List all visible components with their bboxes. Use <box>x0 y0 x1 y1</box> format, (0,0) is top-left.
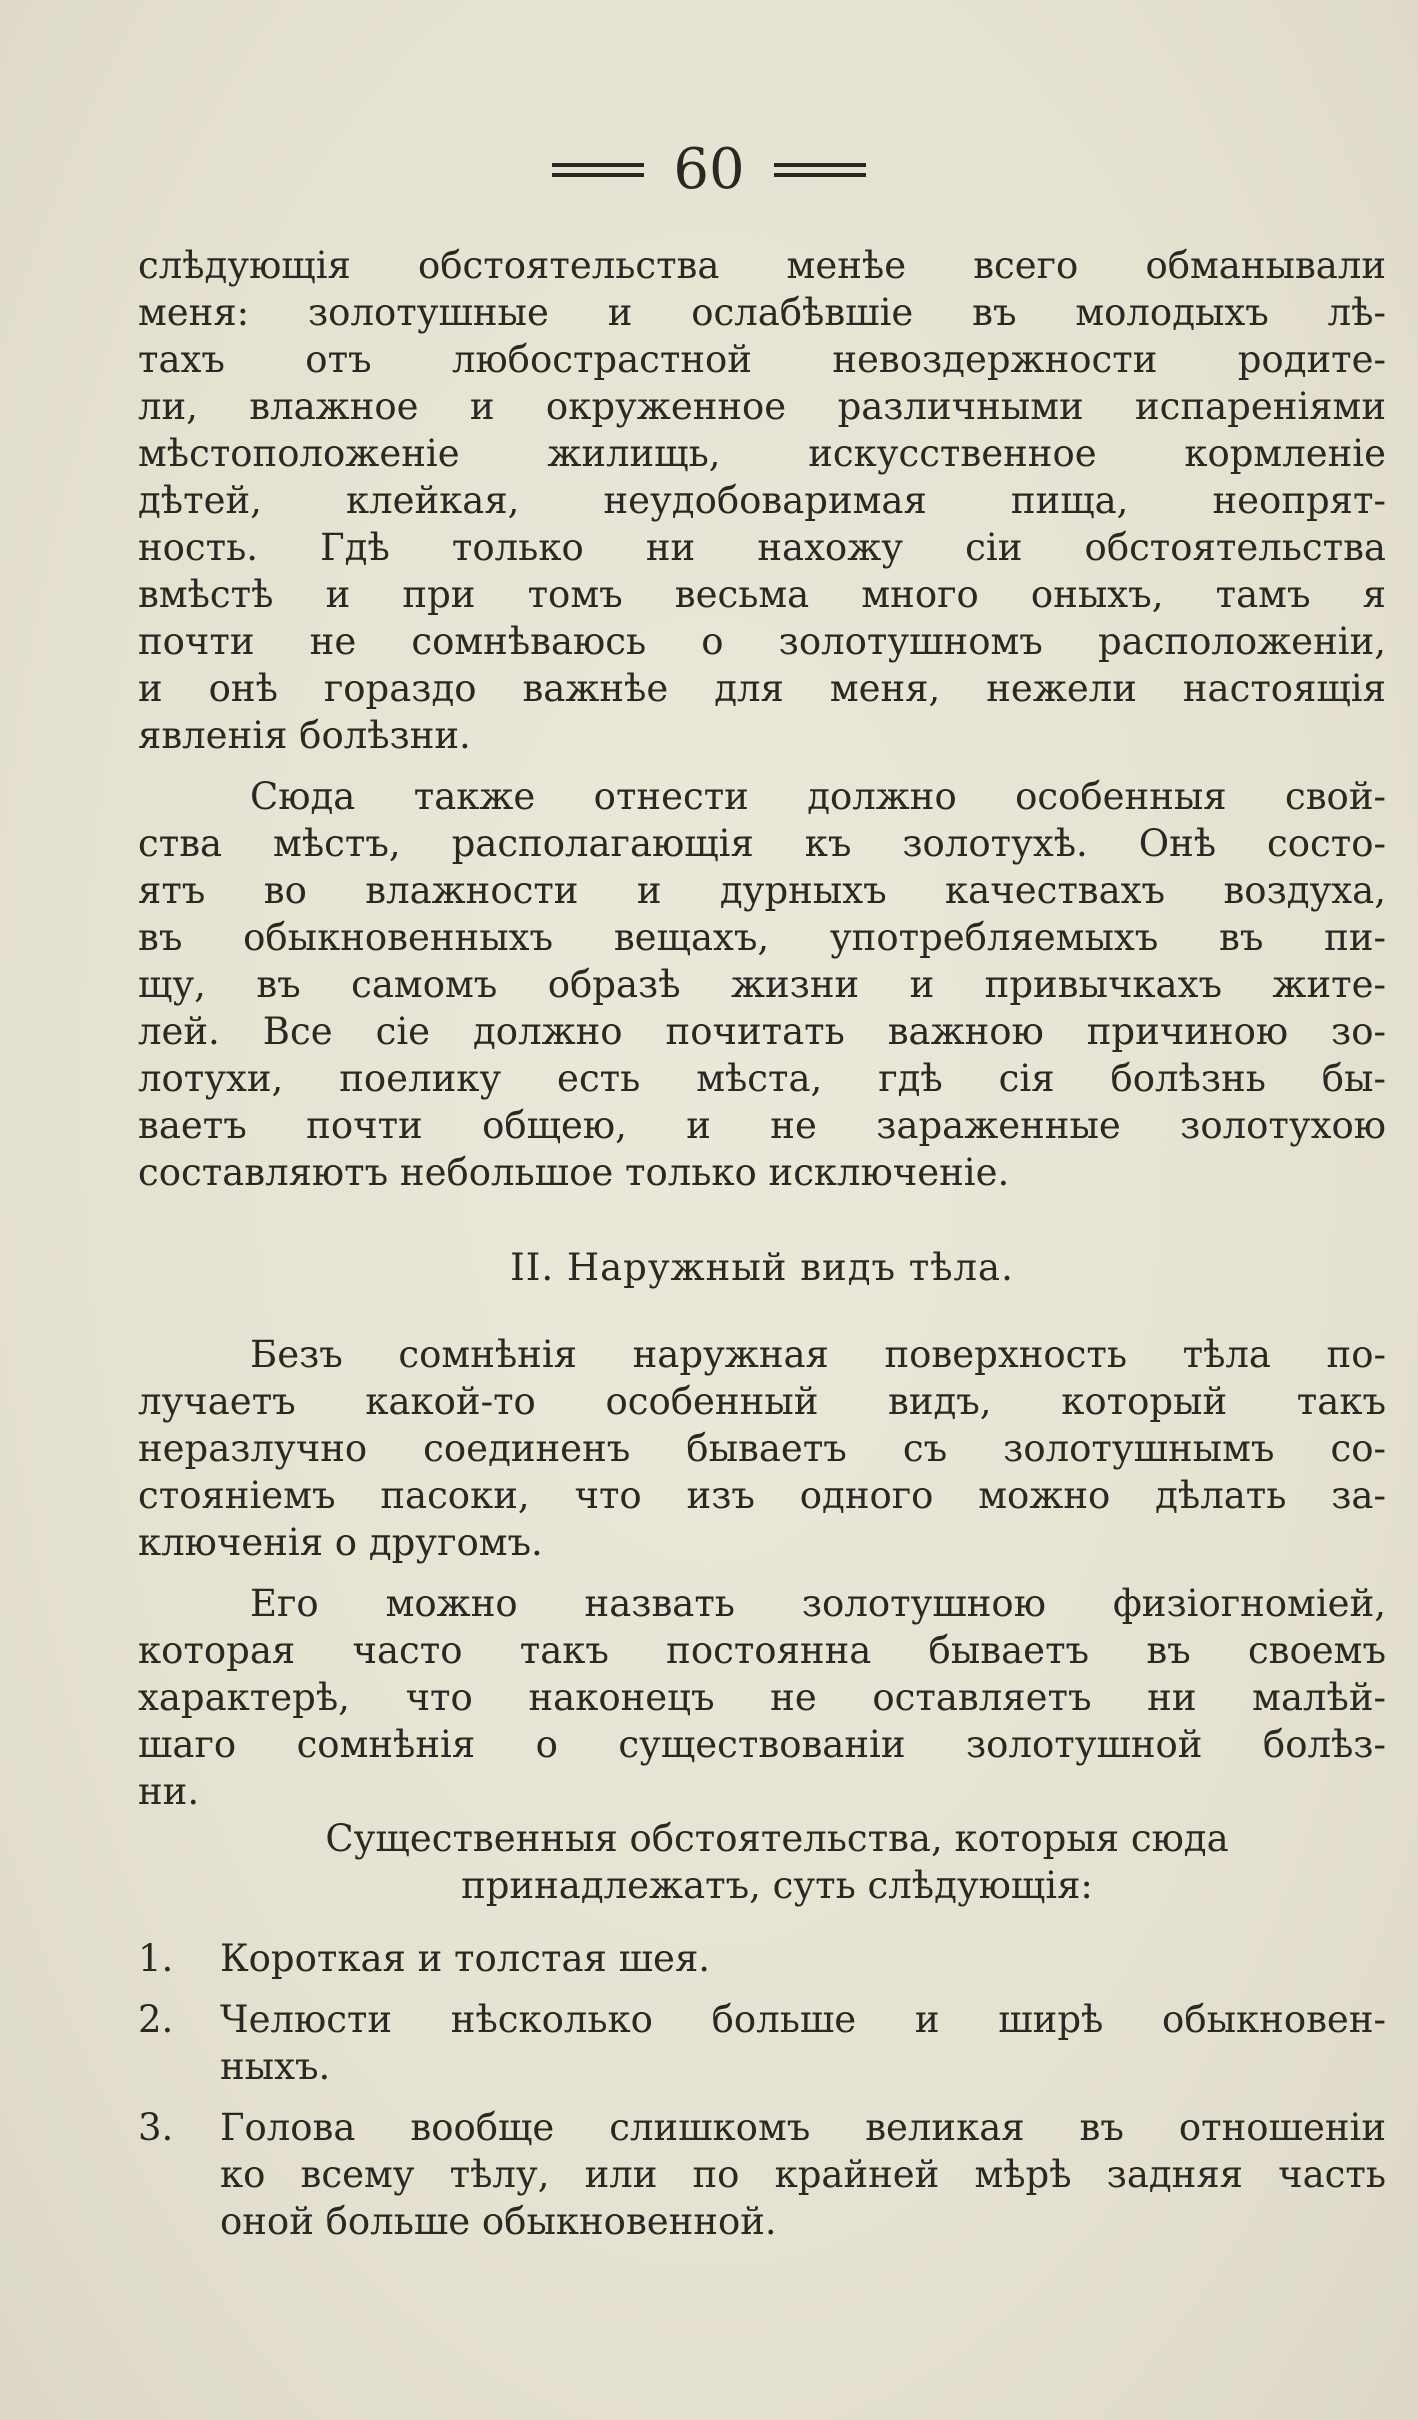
text-line: лучаетъ какой-то особенный видъ, который такъ <box>138 1380 1386 1423</box>
list-item <box>138 1996 1386 2090</box>
text-line: ятъ во влажности и дурныхъ качествахъ воздуха, <box>138 869 1386 912</box>
text-line: тахъ отъ любострастной невоздержности родите- <box>138 338 1386 381</box>
list-item-number: 2. <box>138 1998 174 2041</box>
text-line: Его можно назвать золотушною физіогноміей, <box>250 1582 1386 1625</box>
text-line: ность. Гдѣ только ни нахожу сіи обстоятельства <box>138 526 1386 569</box>
text-line: почти не сомнѣваюсь о золотушномъ расположеніи, <box>138 620 1386 663</box>
text-line: Голова вообще слишкомъ великая въ отношеніи <box>220 2106 1386 2149</box>
text-line: вмѣстѣ и при томъ весьма много оныхъ, тамъ я <box>138 573 1386 616</box>
text-line: ключенія о другомъ. <box>138 1521 543 1564</box>
text-line: оной больше обыкновенной. <box>220 2200 777 2243</box>
text-line: ли, влажное и окруженное различными испареніями <box>138 385 1386 428</box>
text-line: лей. Все сіе должно почитать важною причиною зо- <box>138 1010 1386 1053</box>
text-line: ваетъ почти общею, и не зараженные золотухою <box>138 1104 1386 1147</box>
text-line: которая часто такъ постоянна бываетъ въ своемъ <box>138 1629 1386 1672</box>
list-intro <box>138 1815 1386 1909</box>
text-line: шаго сомнѣнія о существованіи золотушной болѣз- <box>138 1723 1386 1766</box>
text-line: Безъ сомнѣнія наружная поверхность тѣла по- <box>250 1333 1386 1376</box>
paragraph-1 <box>138 242 1386 759</box>
section-heading: II. Наружный видъ тѣла. <box>510 1246 1014 1289</box>
text-line: дѣтей, клейкая, неудобоваримая пища, неопрят- <box>138 479 1386 522</box>
text-line: и онѣ гораздо важнѣе для меня, нежели настоящія <box>138 667 1386 710</box>
text-line: ко всему тѣлу, или по крайней мѣрѣ задняя часть <box>220 2153 1386 2196</box>
text-line: въ обыкновенныхъ вещахъ, употребляемыхъ въ пи- <box>138 916 1386 959</box>
text-line: неразлучно соединенъ бываетъ съ золотушнымъ со- <box>138 1427 1386 1470</box>
page-header <box>0 137 1418 202</box>
text-line: Существенныя обстоятельства, которыя сюда <box>325 1817 1229 1860</box>
text-line: меня: золотушные и ослабѣвшіе въ молодыхъ лѣ- <box>138 291 1386 334</box>
text-line: характерѣ, что наконецъ не оставляетъ ни малѣй- <box>138 1676 1386 1719</box>
list-item-number: 3. <box>138 2106 174 2149</box>
text-line: составляютъ небольшое только исключеніе. <box>138 1151 1010 1194</box>
page-number: 60 <box>673 137 745 202</box>
header-rule-right <box>774 163 866 177</box>
list-item-number: 1. <box>138 1937 174 1980</box>
list-item <box>138 2104 1386 2245</box>
text-line: лотухи, поелику есть мѣста, гдѣ сія болѣзнь бы- <box>138 1057 1386 1100</box>
body-text <box>138 242 1386 2245</box>
text-line: ства мѣстъ, располагающія къ золотухѣ. Онѣ состо- <box>138 822 1386 865</box>
text-line: явленія болѣзни. <box>138 714 471 757</box>
text-line: Короткая и толстая шея. <box>220 1937 711 1980</box>
text-line: слѣдующія обстоятельства менѣе всего обманывали <box>138 244 1386 287</box>
text-line: ныхъ. <box>220 2045 331 2088</box>
text-line: стояніемъ пасоки, что изъ одного можно дѣлать за- <box>138 1474 1386 1517</box>
text-line: Сюда также отнести должно особенныя свой- <box>250 775 1386 818</box>
paragraph-4 <box>138 1580 1386 1815</box>
text-line: Челюсти нѣсколько больше и ширѣ обыкновен- <box>220 1998 1386 2041</box>
paragraph-2 <box>138 773 1386 1196</box>
paragraph-3 <box>138 1331 1386 1566</box>
text-line: щу, въ самомъ образѣ жизни и привычкахъ жите- <box>138 963 1386 1006</box>
text-line: мѣстоположеніе жилищь, искусственное кормленіе <box>138 432 1386 475</box>
text-line: ни. <box>138 1770 200 1813</box>
list-item <box>138 1935 1386 1982</box>
header-rule-left <box>552 163 644 177</box>
text-line: принадлежатъ, суть слѣдующія: <box>461 1864 1093 1907</box>
